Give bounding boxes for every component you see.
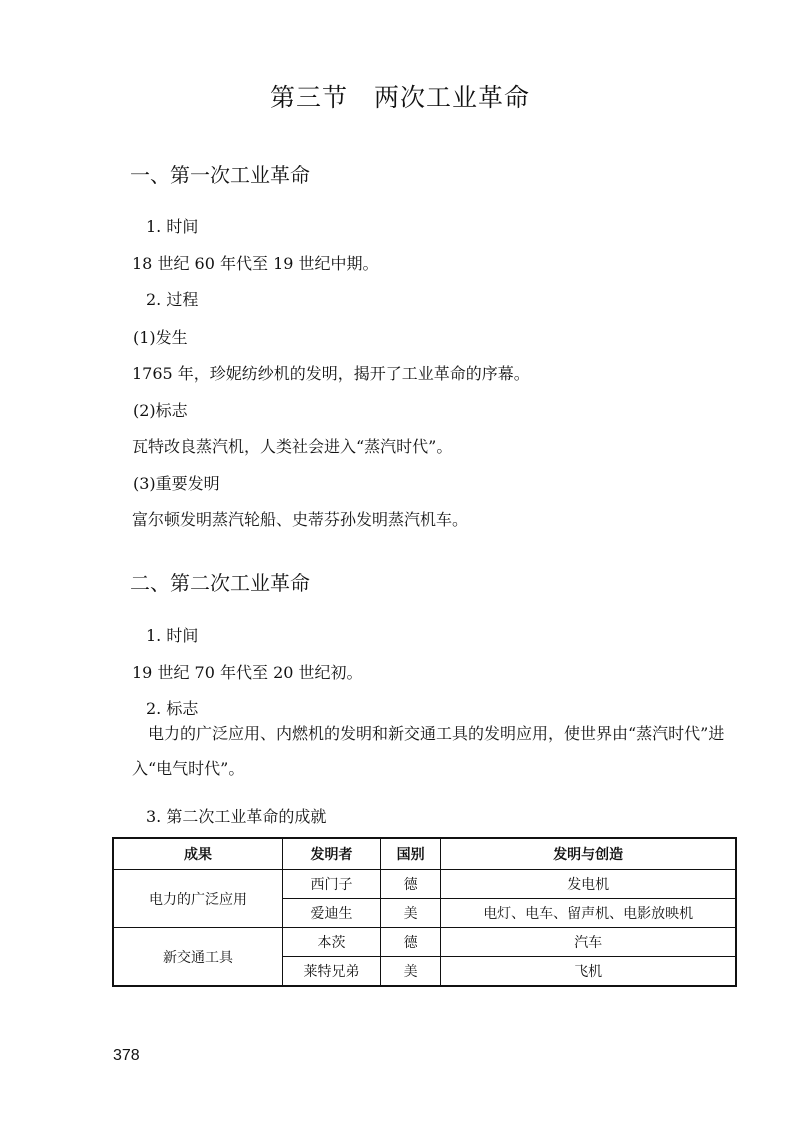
table-row [113,870,736,899]
table-cell-invention: 电灯、电车、留声机、电影放映机 [441,899,736,928]
table-cell-invention: 发电机 [441,870,736,899]
table-cell-inventor: 本茨 [283,928,381,957]
table-cell-country: 美 [380,899,440,928]
section1-process-label: 2. 过程 [146,290,199,309]
section1-time-text: 18 世纪 60 年代至 19 世纪中期。 [132,254,379,273]
table-cell-invention: 飞机 [441,957,736,987]
page-title [0,78,800,114]
table-header-inventor: 发明者 [283,838,381,870]
achievements-table [112,837,737,987]
table-cell-inventor: 莱特兄弟 [283,957,381,987]
table-header-row [113,838,736,870]
section1-heading: 一、第一次工业革命 [130,163,310,187]
section1-inventions-text: 富尔顿发明蒸汽轮船、史蒂芬孙发明蒸汽机车。 [132,510,469,529]
section1-start-text: 1765 年，珍妮纺纱机的发明，揭开了工业革命的序幕。 [132,364,530,383]
table-cell-invention: 汽车 [441,928,736,957]
table-cell-inventor: 爱迪生 [283,899,381,928]
table-cell-inventor: 西门子 [283,870,381,899]
section2-sign-text [132,716,744,786]
section1-sign-text: 瓦特改良蒸汽机，人类社会进入“蒸汽时代”。 [132,437,453,456]
table-header-country: 国别 [380,838,440,870]
table-cell-country: 德 [380,928,440,957]
section2-heading: 二、第二次工业革命 [130,571,310,595]
section2-sign-label: 2. 标志 [146,699,199,718]
page-number: 378 [113,1047,140,1064]
table-row [113,928,736,957]
table-cell-achievement: 电力的广泛应用 [113,870,283,928]
table-cell-achievement: 新交通工具 [113,928,283,987]
table-cell-country: 美 [380,957,440,987]
section2-achievements-label: 3. 第二次工业革命的成就 [146,807,327,826]
section2-time-label: 1. 时间 [146,626,199,645]
section1-sign-label: (2)标志 [133,401,188,420]
section1-time-label: 1. 时间 [146,217,199,236]
section1-start-label: (1)发生 [133,328,188,347]
title-section-name: 两次工业革命 [374,83,531,112]
table-header-achievement: 成果 [113,838,283,870]
section2-sign-paragraph: 电力的广泛应用、内燃机的发明和新交通工具的发明应用，使世界由“蒸汽时代”进入“电气时代”。 [132,724,725,778]
section2-time-text: 19 世纪 70 年代至 20 世纪初。 [132,663,363,682]
table-header-invention: 发明与创造 [441,838,736,870]
section1-inventions-label: (3)重要发明 [133,474,220,493]
title-section-number: 第三节 [269,83,348,112]
table-cell-country: 德 [380,870,440,899]
